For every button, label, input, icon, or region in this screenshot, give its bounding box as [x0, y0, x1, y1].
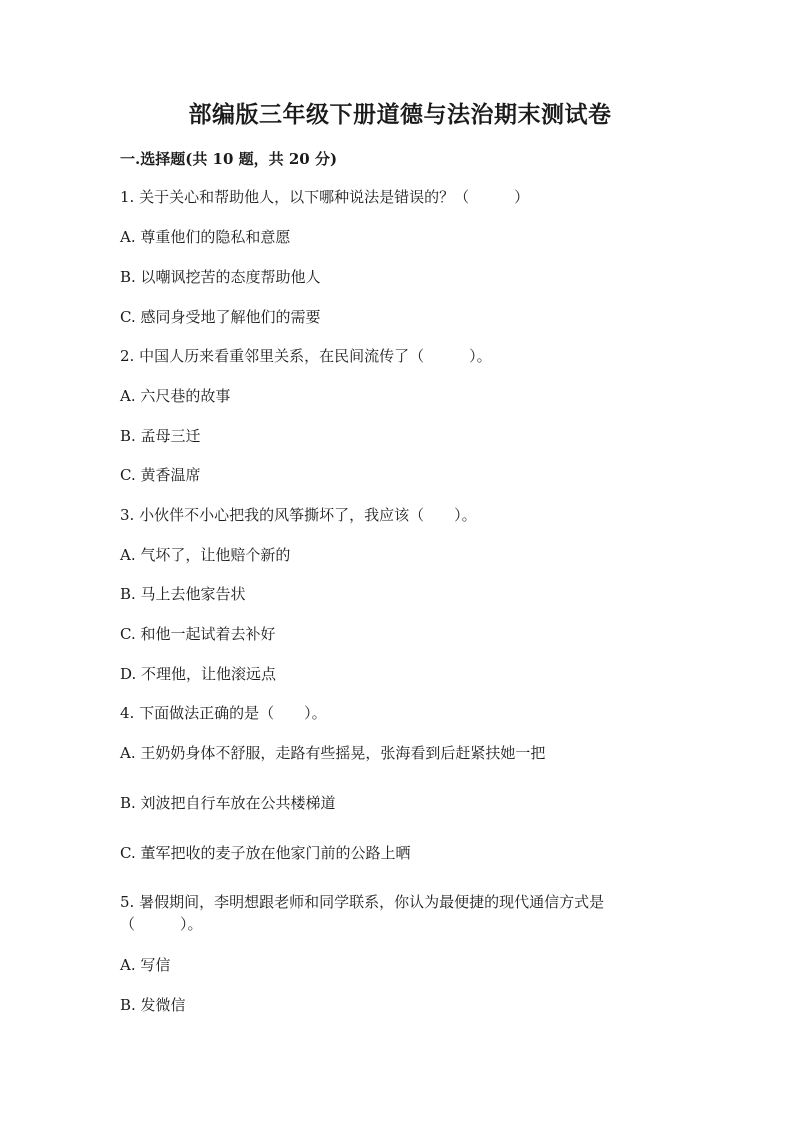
question-2-option-b: B. 孟母三迁 — [120, 427, 201, 445]
question-4-stem: 4. 下面做法正确的是（ ）。 — [120, 704, 327, 722]
question-2-option-a: A. 六尺巷的故事 — [120, 387, 231, 405]
question-5-option-a: A. 写信 — [120, 956, 171, 974]
question-5-stem: 5. 暑假期间，李明想跟老师和同学联系，你认为最便捷的现代通信方式是（ ）。 — [120, 893, 605, 933]
page-title: 部编版三年级下册道德与法治期末测试卷 — [188, 101, 612, 128]
question-3-option-b: B. 马上去他家告状 — [120, 585, 246, 603]
question-2-option-c: C. 黄香温席 — [120, 466, 201, 484]
question-1-option-b: B. 以嘲讽挖苦的态度帮助他人 — [120, 268, 321, 286]
question-3-option-c: C. 和他一起试着去补好 — [120, 625, 276, 643]
question-3-option-a: A. 气坏了，让他赔个新的 — [120, 546, 291, 564]
question-1-option-c: C. 感同身受地了解他们的需要 — [120, 308, 321, 326]
question-4-option-a: A. 王奶奶身体不舒服，走路有些摇晃，张海看到后赶紧扶她一把 — [120, 744, 546, 762]
question-1-stem: 1. 关于关心和帮助他人，以下哪种说法是错误的？（ ） — [120, 188, 530, 206]
question-3-option-d: D. 不理他，让他滚远点 — [120, 665, 277, 683]
question-5-option-b: B. 发微信 — [120, 996, 186, 1014]
question-4-option-b: B. 刘波把自行车放在公共楼梯道 — [120, 794, 336, 812]
question-4-option-c: C. 董军把收的麦子放在他家门前的公路上晒 — [120, 844, 411, 862]
question-3-stem: 3. 小伙伴不小心把我的风筝撕坏了，我应该（ ）。 — [120, 506, 477, 524]
question-2-stem: 2. 中国人历来看重邻里关系，在民间流传了（ ）。 — [120, 347, 492, 365]
section-heading: 一.选择题(共 10 题，共 20 分) — [120, 150, 338, 168]
question-1-option-a: A. 尊重他们的隐私和意愿 — [120, 228, 291, 246]
